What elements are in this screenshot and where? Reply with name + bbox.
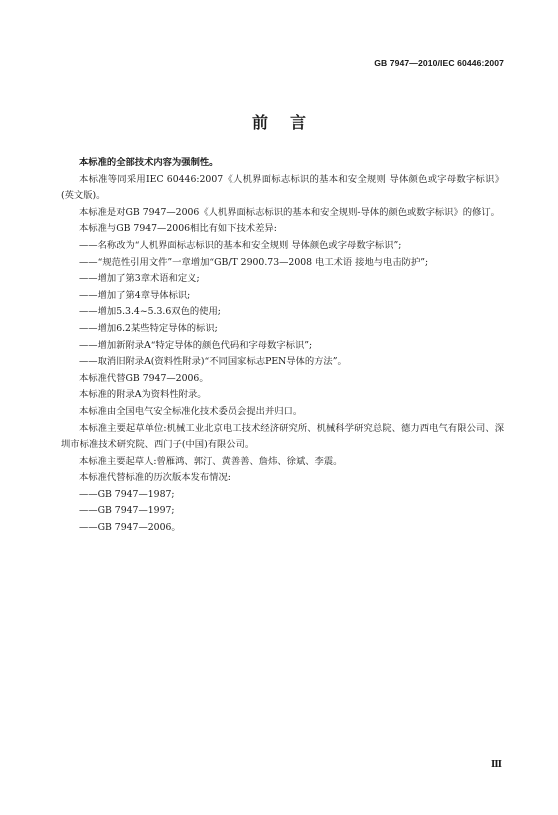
paragraph: 本标准主要起草单位:机械工业北京电工技术经济研究所、机械科学研究总院、德力西电气有限公司、深圳市标准技术研究院、西门子(中国)有限公司。 bbox=[61, 422, 504, 451]
paragraph: 本标准代替GB 7947—2006。 bbox=[79, 372, 209, 384]
page-title: 前言 bbox=[251, 113, 328, 132]
list-item: ——名称改为“人机界面标志标识的基本和安全规则 导体颜色或字母数字标识”; bbox=[79, 239, 402, 251]
list-item: ——“规范性引用文件”一章增加“GB/T 2900.73—2008 电工术语 接地与电击防护”; bbox=[79, 256, 429, 268]
list-item: ——增加了第3章术语和定义; bbox=[79, 273, 200, 285]
list-item: ——GB 7947—2006。 bbox=[79, 522, 181, 534]
paragraph: 本标准等同采用IEC 60446:2007《人机界面标志标识的基本和安全规则 导体颜色或字母数字标识》(英文版)。 bbox=[61, 173, 504, 202]
paragraph: 本标准的全部技术内容为强制性。 bbox=[79, 157, 219, 168]
standard-code: GB 7947—2010/IEC 60446:2007 bbox=[374, 58, 504, 68]
page-number: Ⅲ bbox=[491, 760, 502, 770]
list-item: ——GB 7947—1997; bbox=[79, 505, 175, 517]
paragraph: 本标准的附录A为资料性附录。 bbox=[79, 389, 207, 401]
paragraph: 本标准由全国电气安全标准化技术委员会提出并归口。 bbox=[79, 405, 303, 417]
paragraph: 本标准主要起草人:曾雁鸿、郭汀、黄善善、詹炜、徐斌、李震。 bbox=[79, 455, 343, 467]
list-item: ——增加新附录A“特定导体的颜色代码和字母数字标识”; bbox=[79, 339, 313, 351]
paragraph: 本标准代替标准的历次版本发布情况: bbox=[79, 472, 231, 484]
list-item: ——GB 7947—1987; bbox=[79, 488, 175, 500]
paragraph: 本标准是对GB 7947—2006《人机界面标志标识的基本和安全规则-导体的颜色或数字标识》的修订。 bbox=[79, 206, 500, 218]
document-body bbox=[61, 155, 504, 537]
paragraph: 本标准与GB 7947—2006相比有如下技术差异: bbox=[79, 223, 277, 235]
list-item: ——取消旧附录A(资料性附录)“不同国家标志PEN导体的方法”。 bbox=[79, 356, 347, 368]
list-item: ——增加6.2某些特定导体的标识; bbox=[79, 322, 218, 334]
list-item: ——增加了第4章导体标识; bbox=[79, 289, 191, 301]
list-item: ——增加5.3.4~5.3.6双色的使用; bbox=[79, 306, 221, 318]
